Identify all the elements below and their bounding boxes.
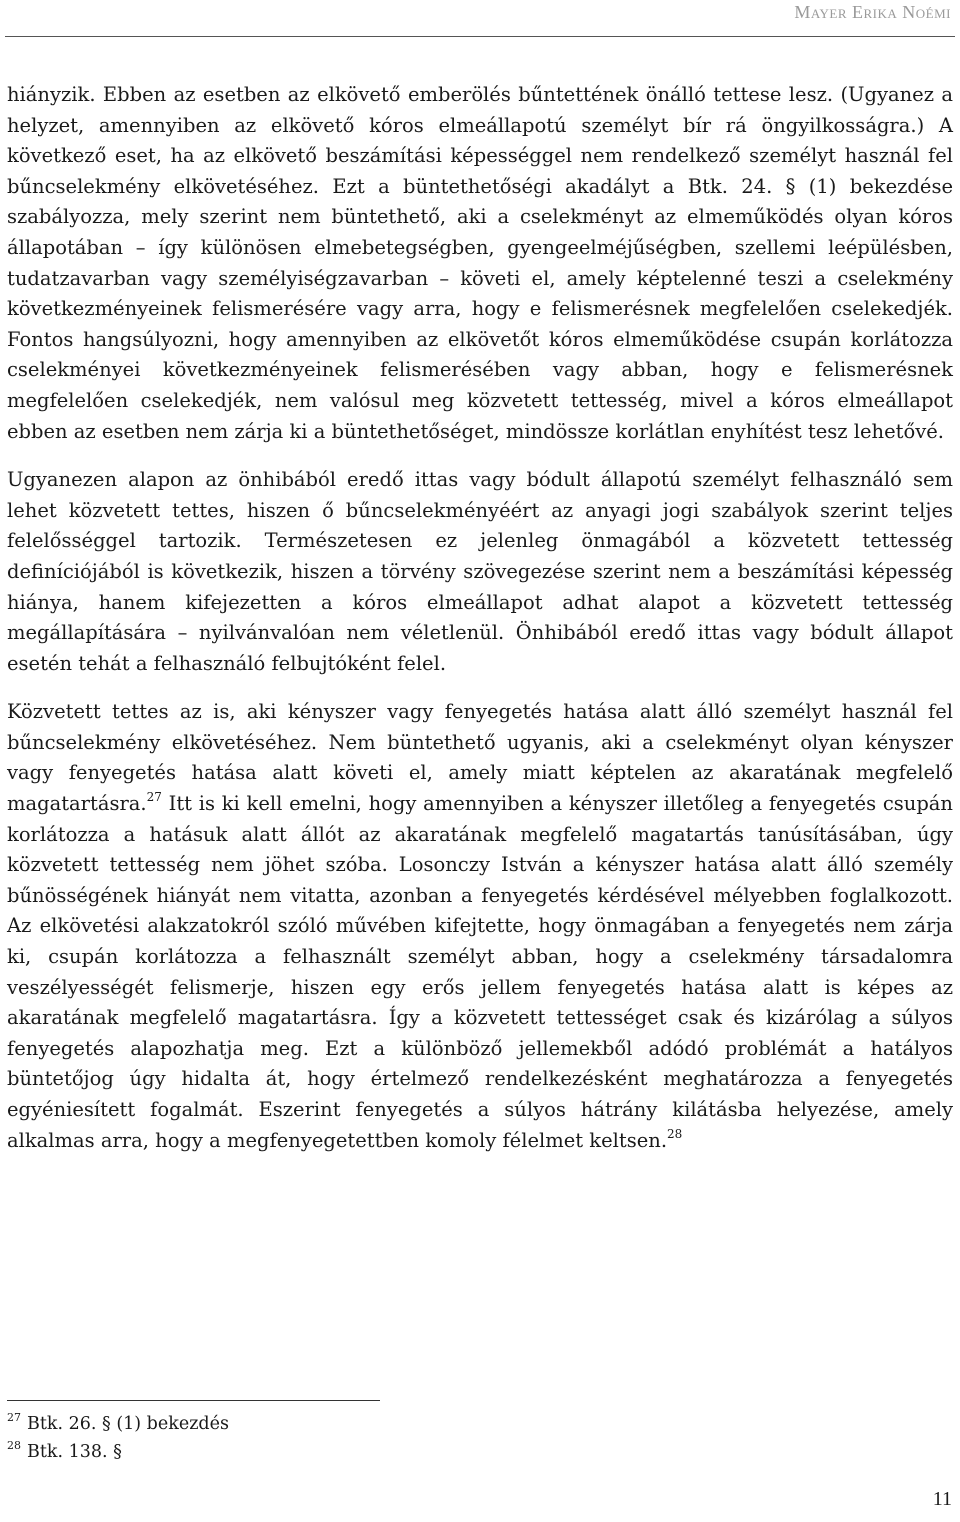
paragraph-2: Ugyanezen alapon az önhibából eredő ittas vagy bódult állapotú személyt felhasználó sem lehet közvetett tettes, hiszen ő bűncselekményéért az anyagi jogi szabályok szerint teljes felelősséggel tartozik. Természetesen ez jelenleg önmagából a közvetett tettesség definíciójából is következik, hiszen a törvény szövegezése szerint nem a beszámítási képesség hiánya, hanem kifejezetten a kóros elmeállapot adhat alapot a közvetett tettesség megállapítására – nyilvánvalóan nem véletlenül. Önhibából eredő ittas vagy bódult állapot esetén tehát a felhasználó felbujtóként felel. bbox=[7, 468, 953, 675]
paragraph-3-part-1: Közvetett tettes az is, aki kényszer vagy fenyegetés hatása alatt álló személyt használ fel bűncselekmény elkövetéséhez. Nem büntethető ugyanis, aki a cselekményt olyan kényszer vagy fenyegetés hatása alatt követi el, amely miatt képtelen az akaratának megfelelő magatartásra. bbox=[7, 700, 953, 816]
footnote-rule bbox=[7, 1400, 380, 1401]
footnote-27 bbox=[7, 1410, 707, 1438]
footnote-reference-27[interactable]: 27 bbox=[146, 790, 162, 805]
footnote-number: 27 bbox=[7, 1411, 21, 1424]
footnote-28 bbox=[7, 1438, 707, 1466]
footnote-number: 28 bbox=[7, 1439, 21, 1452]
header-rule bbox=[5, 36, 955, 37]
footnote-text: Btk. 138. § bbox=[27, 1442, 122, 1462]
footnotes bbox=[7, 1410, 707, 1466]
footnote-text: Btk. 26. § (1) bekezdés bbox=[27, 1414, 229, 1434]
page-number: 11 bbox=[932, 1488, 952, 1510]
paragraph-3 bbox=[7, 697, 953, 1156]
body-text bbox=[7, 80, 953, 1156]
paragraph-3-part-2: Itt is ki kell emelni, hogy amennyiben a kényszer illetőleg a fenyegetés csupán korlátozza a hatásuk alatt állót az akaratának megfelelő magatartás tanúsításában, úgy közvetett tettesség nem jöhet szóba. Losonczy István a kényszer hatása alatt álló személy bűnösségének hiányát nem vitatta, azonban a fenyegetés kérdésével mélyebben foglalkozott. Az elkövetési alakzatokról szóló művében kifejtette, hogy önmagában a fenyegetés nem zárja ki, csupán korlátozza a felhasznált személyt abban, hogy a cselekmény társadalomra veszélyességét felismerje, hiszen egy erős jellem fenyegetés hatása alatt is képes az akaratának megfelelő magatartásra. Így a közvetett tettességet csak és kizárólag a súlyos fenyegetés alapozhatja meg. Ezt a különböző jellemekből adódó problémát a hatályos büntetőjog úgy hidalta át, hogy értelmező rendelkezésként meghatározza a fenyegetés egyéniesített fogalmát. Eszerint fenyegetés a súlyos hátrány kilátásba helyezése, amely alkalmas arra, hogy a megfenyegetettben komoly félelmet keltsen. bbox=[7, 792, 953, 1152]
footnote-reference-28[interactable]: 28 bbox=[667, 1126, 683, 1141]
paragraph-1: hiányzik. Ebben az esetben az elkövető emberölés bűntettének önálló tettese lesz. (Ugyanez a helyzet, amennyiben az elkövető kóros elmeállapotú személyt bír rá öngyilkosságra.) A következő eset, ha az elkövető beszámítási képességgel nem rendelkező személyt használ fel bűncselekmény elkövetéséhez. Ezt a büntethetőségi akadályt a Btk. 24. § (1) bekezdése szabályozza, mely szerint nem büntethető, aki a cselekményt az elmeműködés olyan kóros állapotában – így különösen elmebetegségben, gyengeelméjűségben, szellemi leépülésben, tudatzavarban vagy személyiségzavarban – követi el, amely képtelenné teszi a cselekmény következményeinek felismerésére vagy arra, hogy e felismerésnek megfelelően cselekedjék. Fontos hangsúlyozni, hogy amennyiben az elkövetőt kóros elmeműködése csupán korlátozza cselekményei következményeinek felismerésében vagy abban, hogy e felismerésnek megfelelően cselekedjék, nem valósul meg közvetett tettesség, mivel a kóros elmeállapot ebben az esetben nem zárja ki a büntethetőséget, mindössze korlátlan enyhítést tesz lehetővé. bbox=[7, 83, 953, 443]
running-head: Mayer Erika Noémi bbox=[794, 2, 951, 22]
